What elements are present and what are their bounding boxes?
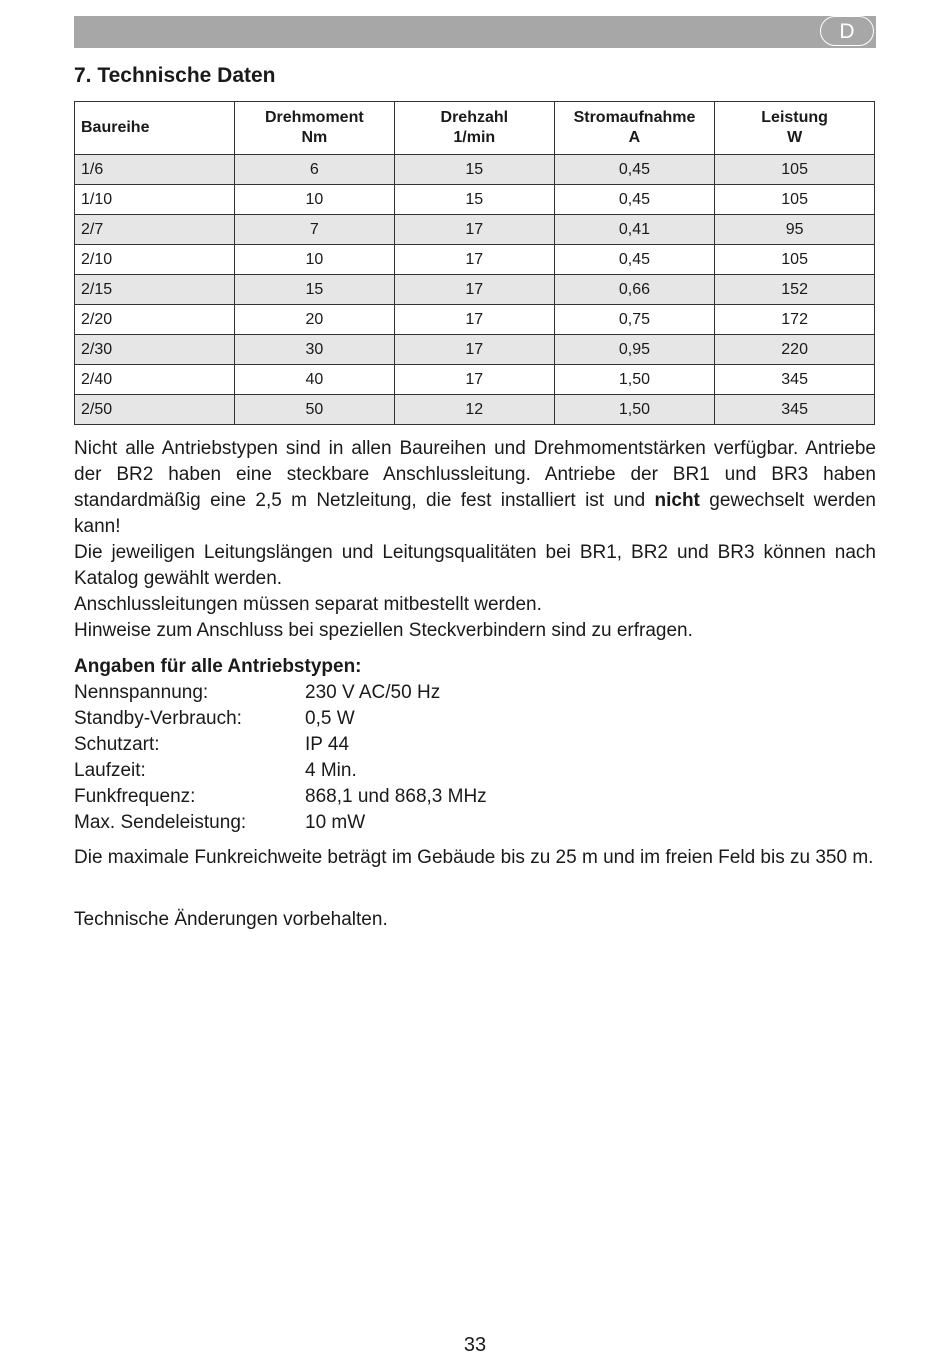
spec-value: 4 Min. xyxy=(305,760,357,781)
spec-row xyxy=(74,784,876,810)
header-label: Baureihe xyxy=(81,119,150,136)
cell-leistung: 105 xyxy=(715,155,875,185)
language-badge: D xyxy=(820,16,874,46)
cell-leistung: 172 xyxy=(715,305,875,335)
cell-stromaufnahme: 0,95 xyxy=(554,335,715,365)
table-row xyxy=(75,305,875,335)
range-note: Die maximale Funkreichweite beträgt im Gebäude bis zu 25 m und im freien Feld bis zu 350 m. xyxy=(74,847,874,868)
cell-leistung: 95 xyxy=(715,215,875,245)
order-separately-paragraph: Anschlussleitungen müssen separat mitbestellt werden. xyxy=(74,594,542,615)
table-header-row xyxy=(75,102,875,155)
header-label: Leistung xyxy=(761,109,828,126)
cell-drehmoment: 10 xyxy=(234,185,394,215)
cell-drehzahl: 12 xyxy=(394,395,554,425)
drive-specs xyxy=(74,654,876,836)
cell-drehzahl: 17 xyxy=(394,275,554,305)
cell-baureihe: 2/40 xyxy=(75,365,235,395)
cell-stromaufnahme: 0,45 xyxy=(554,185,715,215)
cell-drehmoment: 15 xyxy=(234,275,394,305)
availability-text: Nicht alle Antriebstypen sind in allen Baureihen und Drehmomentstärken verfügbar. Antriebe der BR2 haben eine steckbare Anschlussleitung. Antriebe der BR1 und BR3 haben standardmäßig eine 2,5 m Netzleitung, die fest installiert ist und xyxy=(74,438,876,511)
changes-note: Technische Änderungen vorbehalten. xyxy=(74,909,388,930)
cell-leistung: 105 xyxy=(715,245,875,275)
cell-stromaufnahme: 0,45 xyxy=(554,155,715,185)
spec-value: 0,5 W xyxy=(305,708,355,729)
table-row xyxy=(75,245,875,275)
spec-value: IP 44 xyxy=(305,734,350,755)
spec-row xyxy=(74,706,876,732)
header-drehzahl xyxy=(394,102,554,155)
header-unit: Nm xyxy=(301,129,328,146)
cell-baureihe: 2/20 xyxy=(75,305,235,335)
table-row xyxy=(75,395,875,425)
spec-row xyxy=(74,680,876,706)
cell-drehzahl: 17 xyxy=(394,215,554,245)
header-stromaufnahme xyxy=(554,102,715,155)
cell-leistung: 345 xyxy=(715,365,875,395)
technical-data-table xyxy=(74,101,875,425)
table-row xyxy=(75,365,875,395)
cell-drehzahl: 15 xyxy=(394,185,554,215)
cell-stromaufnahme: 0,75 xyxy=(554,305,715,335)
cell-baureihe: 2/30 xyxy=(75,335,235,365)
cell-drehzahl: 17 xyxy=(394,365,554,395)
cable-lengths-paragraph: Die jeweiligen Leitungslängen und Leitungsqualitäten bei BR1, BR2 und BR3 können nach Katalog gewählt werden. xyxy=(74,542,876,589)
cell-baureihe: 2/15 xyxy=(75,275,235,305)
spec-label: Funkfrequenz: xyxy=(74,786,196,807)
cell-drehmoment: 10 xyxy=(234,245,394,275)
header-label: Stromaufnahme xyxy=(573,109,696,126)
header-label: Drehmoment xyxy=(265,109,364,126)
table-row xyxy=(75,155,875,185)
spec-label: Schutzart: xyxy=(74,734,160,755)
page-number: 33 xyxy=(463,1334,487,1356)
table-row xyxy=(75,275,875,305)
connectors-paragraph: Hinweise zum Anschluss bei speziellen Steckverbindern sind zu erfragen. xyxy=(74,620,693,641)
spec-value: 230 V AC/50 Hz xyxy=(305,682,441,703)
spec-label: Nennspannung: xyxy=(74,682,209,703)
availability-text-block xyxy=(74,436,876,644)
table-row xyxy=(75,185,875,215)
availability-text-end: gewechselt werden kann! xyxy=(74,490,876,537)
cell-leistung: 345 xyxy=(715,395,875,425)
header-label: Drehzahl xyxy=(440,109,509,126)
header-bar xyxy=(74,16,876,48)
header-leistung xyxy=(715,102,875,155)
table-row xyxy=(75,335,875,365)
spec-value: 868,1 und 868,3 MHz xyxy=(305,786,487,807)
cell-leistung: 105 xyxy=(715,185,875,215)
header-unit: 1/min xyxy=(453,129,496,146)
header-drehmoment xyxy=(234,102,394,155)
cell-baureihe: 2/7 xyxy=(75,215,235,245)
cell-drehmoment: 50 xyxy=(234,395,394,425)
spec-label: Standby-Verbrauch: xyxy=(74,708,242,729)
section-title: 7. Technische Daten xyxy=(74,64,276,87)
spec-row xyxy=(74,810,876,836)
cell-drehmoment: 6 xyxy=(234,155,394,185)
cell-leistung: 220 xyxy=(715,335,875,365)
spec-label: Laufzeit: xyxy=(74,760,146,781)
cell-stromaufnahme: 1,50 xyxy=(554,395,715,425)
cell-drehzahl: 17 xyxy=(394,335,554,365)
cell-drehzahl: 17 xyxy=(394,305,554,335)
specs-heading: Angaben für alle Antriebstypen: xyxy=(74,656,362,677)
cell-drehmoment: 20 xyxy=(234,305,394,335)
cell-baureihe: 2/10 xyxy=(75,245,235,275)
header-baureihe xyxy=(75,102,235,155)
cell-stromaufnahme: 1,50 xyxy=(554,365,715,395)
header-unit: W xyxy=(787,129,803,146)
cell-stromaufnahme: 0,45 xyxy=(554,245,715,275)
cell-drehmoment: 30 xyxy=(234,335,394,365)
header-unit: A xyxy=(628,129,641,146)
cell-drehmoment: 40 xyxy=(234,365,394,395)
cell-leistung: 152 xyxy=(715,275,875,305)
table-row xyxy=(75,215,875,245)
spec-row xyxy=(74,732,876,758)
cell-baureihe: 2/50 xyxy=(75,395,235,425)
emphasis-nicht: nicht xyxy=(654,490,700,511)
spec-row xyxy=(74,758,876,784)
cell-drehmoment: 7 xyxy=(234,215,394,245)
cell-stromaufnahme: 0,41 xyxy=(554,215,715,245)
cell-drehzahl: 15 xyxy=(394,155,554,185)
cell-baureihe: 1/10 xyxy=(75,185,235,215)
availability-paragraph xyxy=(74,436,876,540)
spec-label: Max. Sendeleistung: xyxy=(74,812,247,833)
cell-baureihe: 1/6 xyxy=(75,155,235,185)
cell-drehzahl: 17 xyxy=(394,245,554,275)
cell-stromaufnahme: 0,66 xyxy=(554,275,715,305)
spec-value: 10 mW xyxy=(305,812,366,833)
